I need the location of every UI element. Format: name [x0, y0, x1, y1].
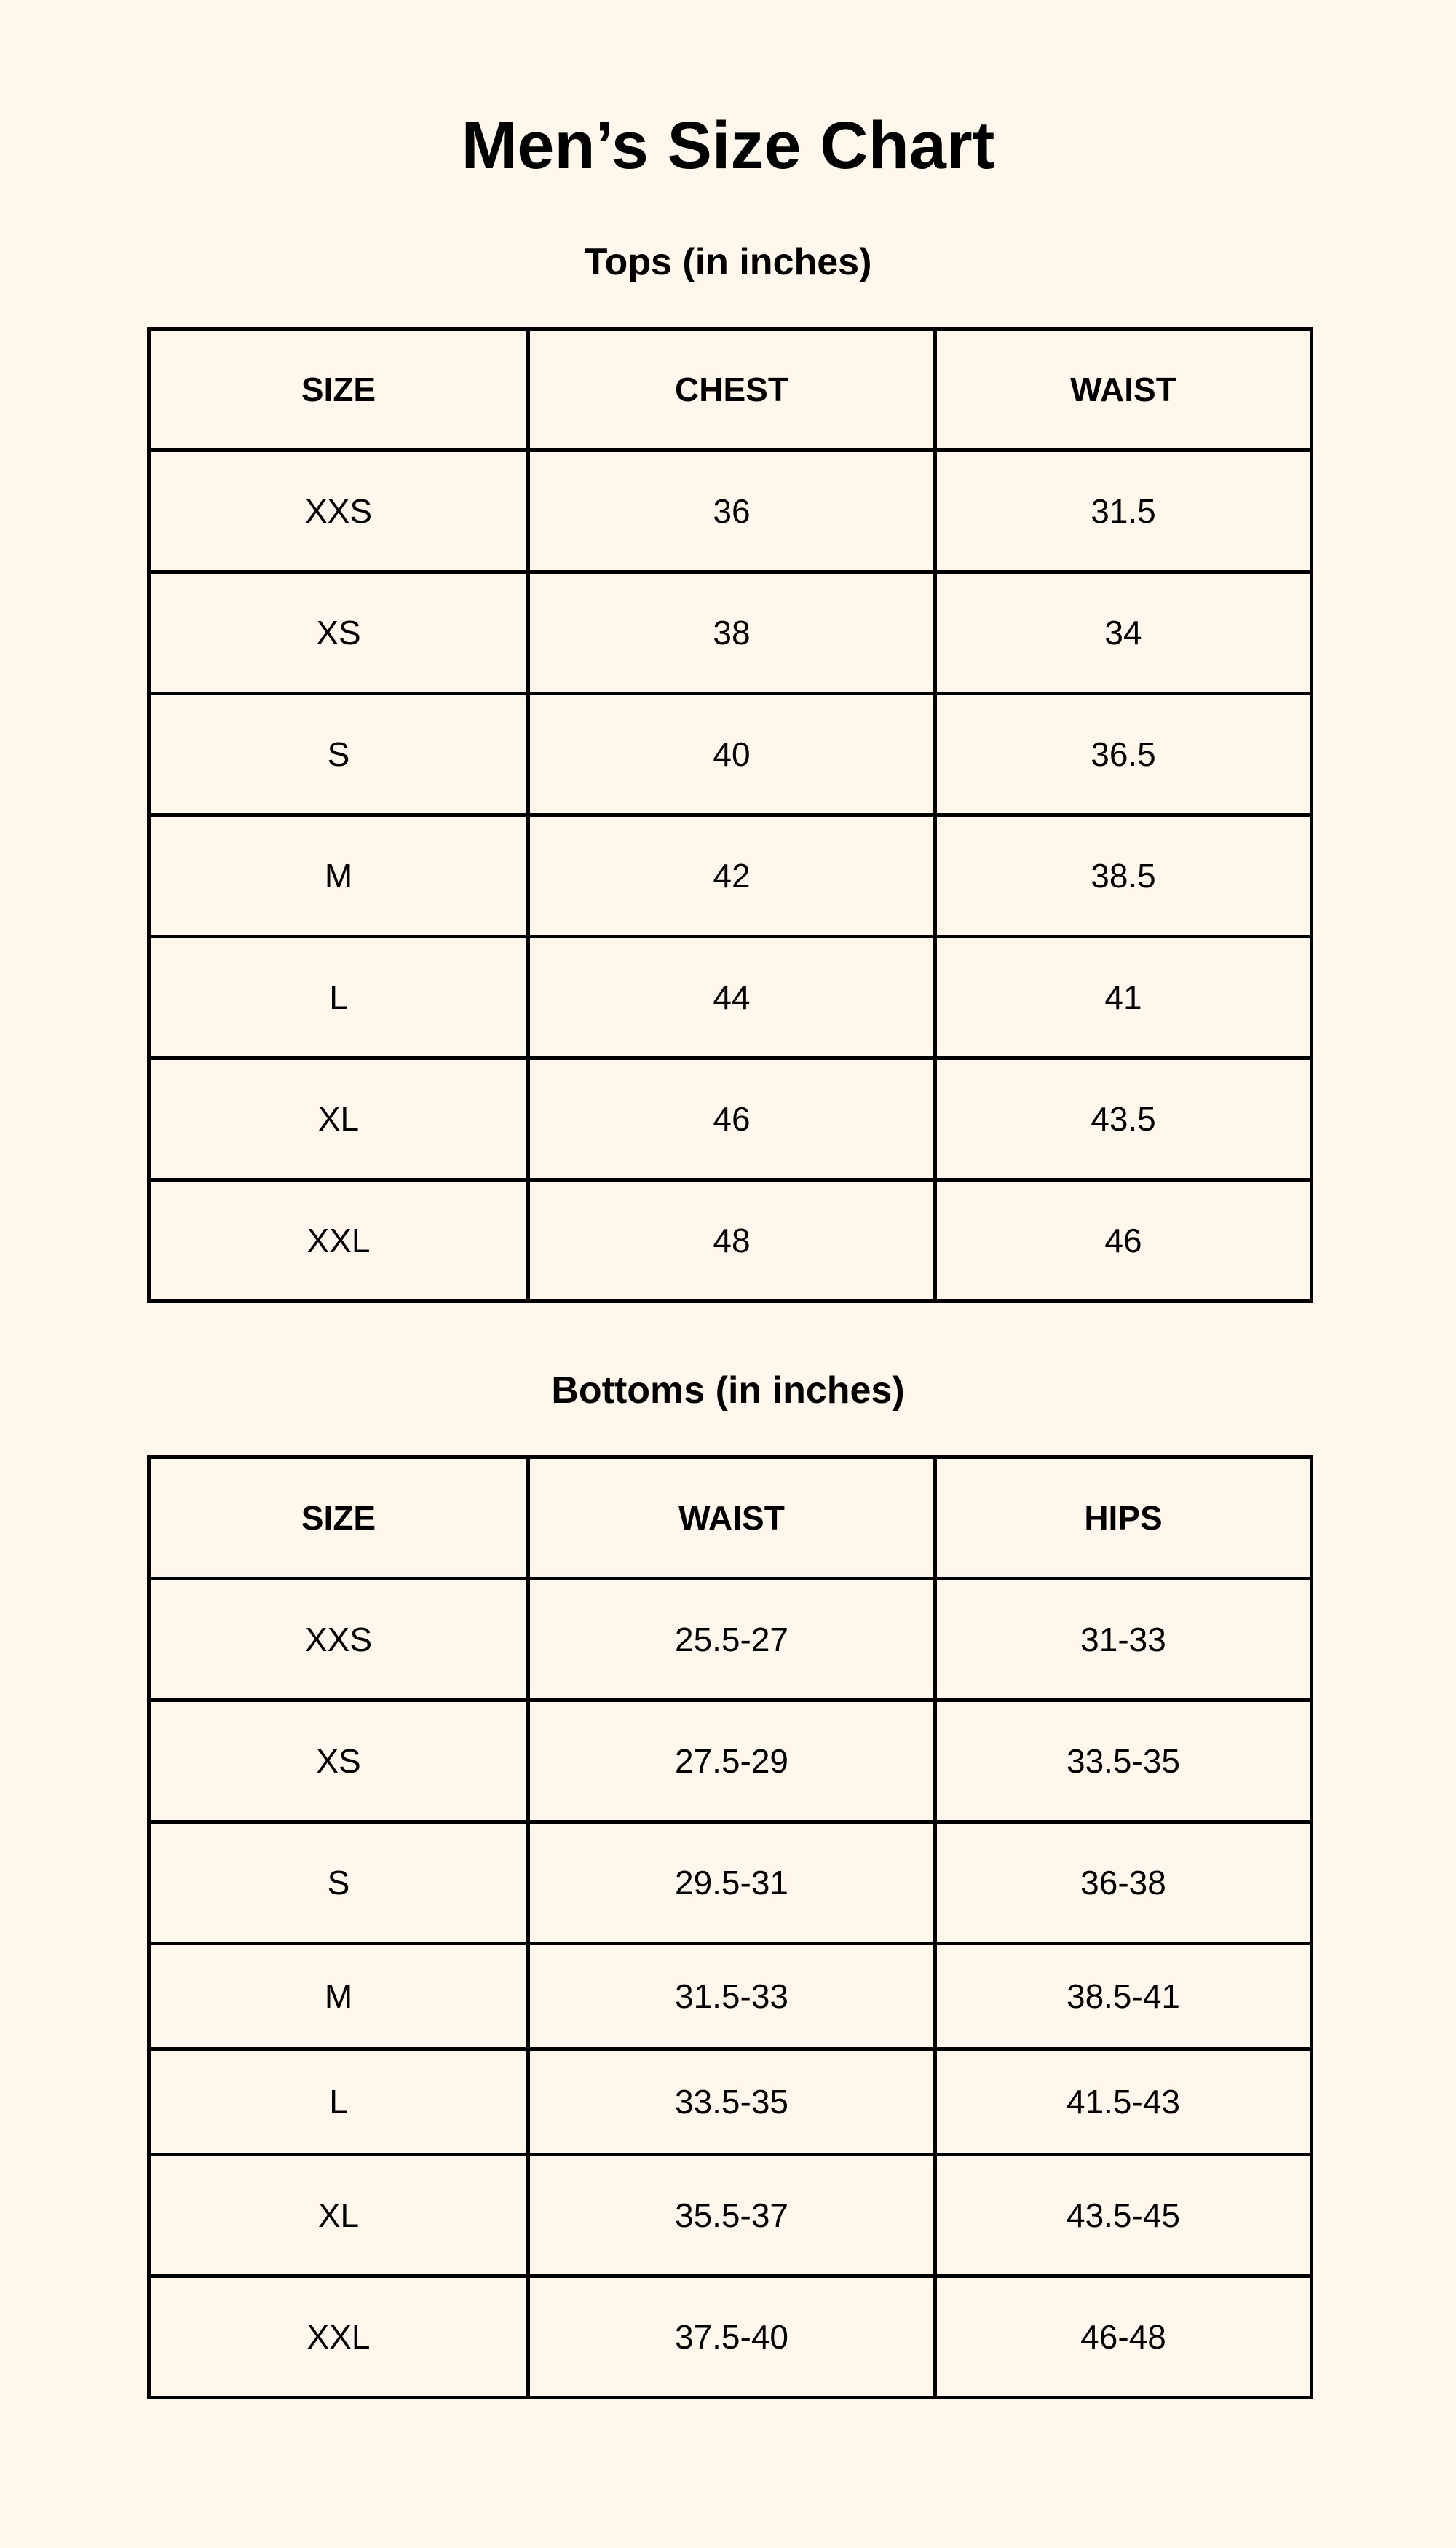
hips-cell: 33.5-35 [935, 1701, 1312, 1822]
waist-cell: 41 [935, 937, 1312, 1059]
size-cell: M [149, 1944, 529, 2049]
chest-cell: 44 [529, 937, 935, 1059]
hips-cell: 38.5-41 [935, 1944, 1312, 2049]
waist-cell: 27.5-29 [529, 1701, 935, 1822]
size-cell: S [149, 694, 529, 815]
table-row [149, 572, 1312, 694]
waist-cell: 29.5-31 [529, 1822, 935, 1944]
table-row [149, 1180, 1312, 1302]
page-title: Men’s Size Chart [461, 108, 995, 183]
size-cell: XXL [149, 2276, 529, 2398]
size-cell: XS [149, 572, 529, 694]
waist-cell: 34 [935, 572, 1312, 694]
bottoms-header-waist: WAIST [529, 1457, 935, 1579]
size-cell: XL [149, 2155, 529, 2276]
chest-cell: 38 [529, 572, 935, 694]
waist-cell: 37.5-40 [529, 2276, 935, 2398]
tops-header-waist: WAIST [935, 329, 1312, 451]
hips-cell: 41.5-43 [935, 2049, 1312, 2155]
size-cell: XXS [149, 451, 529, 572]
size-cell: S [149, 1822, 529, 1944]
tops-size-table [147, 327, 1313, 1303]
chest-cell: 46 [529, 1059, 935, 1180]
chest-cell: 48 [529, 1180, 935, 1302]
waist-cell: 31.5 [935, 451, 1312, 572]
size-cell: M [149, 815, 529, 937]
size-cell: XS [149, 1701, 529, 1822]
bottoms-header-size: SIZE [149, 1457, 529, 1579]
table-row [149, 1822, 1312, 1944]
waist-cell: 38.5 [935, 815, 1312, 937]
bottoms-size-table [147, 1455, 1313, 2399]
table-row [149, 2155, 1312, 2276]
table-row [149, 937, 1312, 1059]
hips-cell: 46-48 [935, 2276, 1312, 2398]
table-row [149, 1579, 1312, 1701]
chest-cell: 36 [529, 451, 935, 572]
table-row [149, 1944, 1312, 2049]
hips-cell: 43.5-45 [935, 2155, 1312, 2276]
waist-cell: 43.5 [935, 1059, 1312, 1180]
waist-cell: 25.5-27 [529, 1579, 935, 1701]
waist-cell: 46 [935, 1180, 1312, 1302]
table-row [149, 2276, 1312, 2398]
size-cell: XXL [149, 1180, 529, 1302]
tops-header-chest: CHEST [529, 329, 935, 451]
tops-header-row [149, 329, 1312, 451]
waist-cell: 35.5-37 [529, 2155, 935, 2276]
size-cell: L [149, 937, 529, 1059]
tops-section-title: Tops (in inches) [584, 241, 872, 283]
tops-header-size: SIZE [149, 329, 529, 451]
chest-cell: 42 [529, 815, 935, 937]
bottoms-section-title: Bottoms (in inches) [551, 1369, 905, 1412]
table-row [149, 1701, 1312, 1822]
size-cell: XXS [149, 1579, 529, 1701]
table-row [149, 2049, 1312, 2155]
bottoms-header-row [149, 1457, 1312, 1579]
size-cell: XL [149, 1059, 529, 1180]
hips-cell: 36-38 [935, 1822, 1312, 1944]
waist-cell: 36.5 [935, 694, 1312, 815]
waist-cell: 31.5-33 [529, 1944, 935, 2049]
table-row [149, 694, 1312, 815]
table-row [149, 815, 1312, 937]
chest-cell: 40 [529, 694, 935, 815]
waist-cell: 33.5-35 [529, 2049, 935, 2155]
bottoms-header-hips: HIPS [935, 1457, 1312, 1579]
hips-cell: 31-33 [935, 1579, 1312, 1701]
table-row [149, 1059, 1312, 1180]
size-cell: L [149, 2049, 529, 2155]
table-row [149, 451, 1312, 572]
